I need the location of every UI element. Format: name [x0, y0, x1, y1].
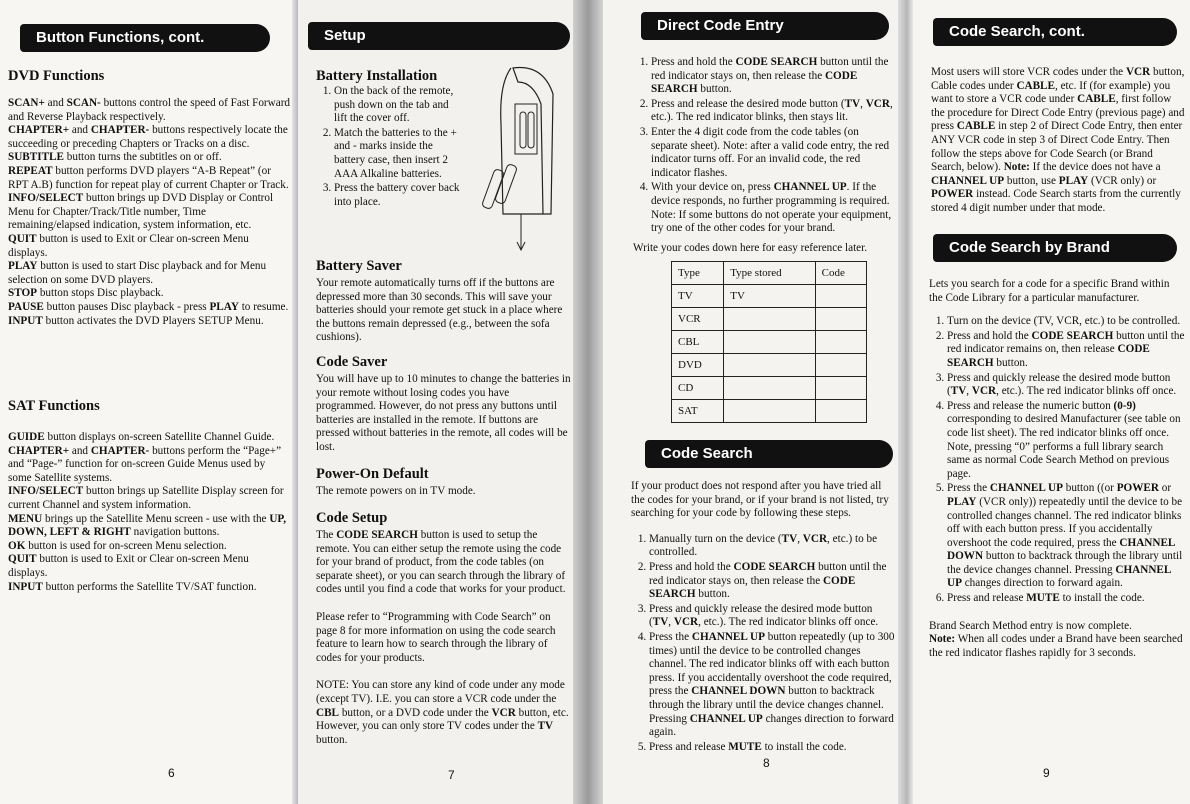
table-cell	[815, 331, 866, 354]
remote-battery-illustration-icon	[473, 64, 568, 254]
dvd-function-item: SCAN+ and SCAN- buttons control the speed of Fast Forward and Reverse Playback respectively.	[8, 97, 291, 123]
code-saver-section	[316, 354, 571, 455]
table-cell: CD	[672, 377, 724, 400]
code-search-step: 1. Manually turn on the device (TV, VCR, etc.) to be controlled.	[649, 533, 895, 560]
sat-function-item: MENU brings up the Satellite Menu screen - use with the UP, DOWN, LEFT & RIGHT navigation buttons.	[8, 512, 286, 539]
dvd-functions-list	[8, 97, 290, 328]
brand-search-step: 6. Press and release MUTE to install the code.	[947, 592, 1185, 606]
write-codes-text: Write your codes down here for easy reference later.	[633, 241, 868, 254]
brand-search-step: 2. Press and hold the CODE SEARCH button until the red indicator remains on, then release CODE SEARCH button.	[947, 330, 1185, 371]
table-header-cell: Type stored	[724, 262, 815, 285]
code-search-step: 3. Press and quickly release the desired mode button (TV, VCR, etc.). The red indicator blinks off once.	[649, 603, 895, 630]
table-row	[672, 400, 867, 423]
page-8	[603, 0, 898, 804]
code-search-step: 5. Press and release MUTE to install the code.	[649, 741, 895, 755]
code-search-steps	[631, 533, 895, 755]
page-number: 8	[763, 756, 770, 770]
table-row	[672, 308, 867, 331]
table-cell: TV	[672, 285, 724, 308]
dvd-function-item: QUIT button is used to Exit or Clear on-screen Menu displays.	[8, 232, 249, 259]
sat-functions-heading: SAT Functions	[8, 398, 100, 414]
battery-step: 2. Match the batteries to the + and - marks inside the battery case, then insert 2 AAA Alkaline batteries.	[334, 127, 461, 181]
sat-functions-section	[8, 398, 290, 594]
page-number: 9	[1043, 766, 1050, 780]
code-saver-heading: Code Saver	[316, 354, 388, 370]
dvd-function-item: SUBTITLE button turns the subtitles on or off.	[8, 151, 222, 164]
direct-code-steps	[633, 56, 895, 236]
table-cell	[724, 308, 815, 331]
brand-note-text: Note: When all codes under a Brand have been searched the red indicator flashes rapidly for 3 seconds.	[929, 633, 1183, 659]
direct-code-step: 2. Press and release the desired mode button (TV, VCR, etc.). The red indicator blinks, then stays lit.	[651, 98, 895, 125]
table-cell	[724, 400, 815, 423]
banner-button-functions: Button Functions, cont.	[20, 24, 270, 52]
page-6	[0, 0, 298, 804]
dvd-functions-section	[8, 68, 290, 328]
code-search-step: 2. Press and hold the CODE SEARCH button until the red indicator stays on, then release the CODE SEARCH button.	[649, 561, 895, 602]
dvd-functions-heading: DVD Functions	[8, 68, 105, 84]
table-cell	[815, 308, 866, 331]
table-cell: DVD	[672, 354, 724, 377]
brand-search-step: 3. Press and quickly release the desired mode button (TV, VCR, etc.). The red indicator blinks off once.	[947, 372, 1185, 399]
battery-step: 3. Press the battery cover back into place.	[334, 182, 461, 209]
dvd-function-item: INFO/SELECT button brings up DVD Display or Control Menu for Chapter/Track/Title number, Time remaining/elapsed indication, system information, etc.	[8, 192, 274, 232]
table-row	[672, 377, 867, 400]
brand-search-step: 5. Press the CHANNEL UP button ((or POWER or PLAY (VCR only)) repeatedly until the device to be controlled changes channel. The red indicator blinks off with each button press. If you accidentally overshoot the code required, press the CHANNEL DOWN button to backtrack through the library until the device changes channel. Pressing CHANNEL UP changes direction to forward again.	[947, 482, 1185, 591]
power-on-heading: Power-On Default	[316, 466, 429, 482]
brand-search-step: 1. Turn on the device (TV, VCR, etc.) to be controlled.	[947, 315, 1185, 329]
sat-functions-list	[8, 431, 290, 594]
banner-code-search-by-brand: Code Search by Brand	[933, 234, 1177, 262]
dvd-function-item: STOP button stops Disc playback.	[8, 287, 164, 300]
table-row	[672, 331, 867, 354]
refer-text: Please refer to “Programming with Code Search” on page 8 for more information on using the code search feature to learn how to search through the library of codes for your products.	[316, 610, 556, 664]
dvd-function-item: PAUSE button pauses Disc playback - press PLAY to resume.	[8, 300, 289, 313]
dvd-function-item: REPEAT button performs DVD players “A-B Repeat” (or RPT A.B) function for repeat play of current Chapter or Track.	[8, 164, 289, 191]
code-search-step: 4. Press the CHANNEL UP button repeatedly (up to 300 times) until the device to be controlled changes channel. The red indicator blinks off with each button press. If you accidentally overshoot the code required, press the CHANNEL DOWN button to backtrack through the library until the device changes channel. Pressing CHANNEL UP changes direction to forward again.	[649, 631, 895, 740]
table-row	[672, 354, 867, 377]
code-setup-section	[316, 510, 571, 747]
table-cell: TV	[724, 285, 815, 308]
code-setup-heading: Code Setup	[316, 510, 388, 526]
brand-complete-text: Brand Search Method entry is now complete.	[929, 619, 1132, 632]
battery-saver-text: Your remote automatically turns off if the buttons are depressed more than 30 seconds. This will save your batteries should your remote get stuck in a place where the buttons remain depressed (e.g., between the sofa cushions).	[316, 277, 563, 344]
sat-function-item: INPUT button performs the Satellite TV/SAT function.	[8, 580, 257, 593]
table-cell	[815, 377, 866, 400]
sat-function-item: OK button is used for on-screen Menu selection.	[8, 539, 227, 552]
code-search-cont-text	[931, 66, 1185, 216]
direct-code-step: 4. With your device on, press CHANNEL UP. If the device responds, no further programming is required. Note: If some buttons do not operate your equipment, try one of the other codes for your brand.	[651, 181, 895, 235]
table-cell	[724, 331, 815, 354]
code-search-section	[631, 480, 895, 755]
code-setup-text: The CODE SEARCH button is used to setup the remote. You can either setup the remote using the code for your brand of product, from the code tables (on separate sheet), or you can search through the library of codes until you find a code that works for your product.	[316, 529, 566, 596]
battery-steps	[316, 85, 461, 209]
binding-gutter	[573, 0, 603, 804]
code-reference-table	[671, 261, 867, 423]
power-on-section	[316, 466, 571, 499]
dvd-function-item: PLAY button is used to start Disc playback and for Menu selection on some DVD players.	[8, 260, 267, 286]
code-search-cont-paragraph: Most users will store VCR codes under the VCR button, Cable codes under CABLE, etc. If (for example) you want to store a VCR code under CABLE, first follow the procedure for Direct Code Entry (previous page) and press CABLE in step 2 of Direct Code Entry, then enter ANY VCR code in step 3 of Direct Code Entry. Then follow the steps above for Code Search (or Brand Search, below). Note: If the device does not have a CHANNEL UP button, use PLAY (VCR only) or POWER instead. Code Search starts from the currently stored 4 digit number under that mode.	[931, 66, 1185, 214]
battery-step: 1. On the back of the remote, push down on the tab and lift the cover off.	[334, 85, 461, 126]
table-cell: CBL	[672, 331, 724, 354]
battery-installation-heading: Battery Installation	[316, 68, 438, 84]
table-cell	[724, 377, 815, 400]
direct-code-step: 1. Press and hold the CODE SEARCH button until the red indicator stays on, then release the CODE SEARCH button.	[651, 56, 895, 97]
banner-code-search-cont: Code Search, cont.	[933, 18, 1177, 46]
brand-search-step: 4. Press and release the numeric button (0-9) corresponding to desired Manufacturer (see table on code list sheet). The red indicator blinks off once. Note, pressing “0” performs a full library search same as normal Code Search Method on previous page.	[947, 400, 1185, 482]
power-on-text: The remote powers on in TV mode.	[316, 485, 476, 497]
page-number: 7	[448, 768, 455, 782]
page-number: 6	[168, 766, 175, 780]
code-saver-text: You will have up to 10 minutes to change the batteries in your remote without losing codes you have programmed. However, do not press any buttons until batteries are installed in the remote. If buttons are pressed without batteries in the remote, all codes will be lost.	[316, 373, 571, 453]
table-cell: VCR	[672, 308, 724, 331]
brand-search-steps	[929, 315, 1185, 605]
direct-code-entry-section	[633, 56, 895, 423]
battery-installation-section	[316, 68, 461, 210]
note-text: NOTE: You can store any kind of code under any mode (except TV). I.E. you can store a VCR code under the CBL button, or a DVD code under the VCR button, etc. However, you can only store TV codes under the TV button.	[316, 679, 569, 746]
table-cell	[815, 285, 866, 308]
banner-direct-code-entry: Direct Code Entry	[641, 12, 889, 40]
table-row	[672, 285, 867, 308]
brand-search-section	[929, 278, 1185, 660]
banner-code-search: Code Search	[645, 440, 893, 468]
sat-function-item: GUIDE button displays on-screen Satellite Channel Guide.	[8, 431, 275, 443]
brand-search-intro: Lets you search for a code for a specific Brand within the Code Library for a particular manufacturer.	[929, 278, 1170, 304]
page-7	[298, 0, 573, 804]
banner-setup: Setup	[308, 22, 570, 50]
code-search-intro: If your product does not respond after you have tried all the codes for your brand, or if your brand is not listed, try searching for your code by following these steps.	[631, 480, 889, 520]
table-cell	[815, 354, 866, 377]
battery-saver-heading: Battery Saver	[316, 258, 402, 274]
page-9	[913, 0, 1190, 804]
direct-code-step: 3. Enter the 4 digit code from the code tables (on separate sheet). Note: after a valid code entry, the red indicator turns off. For an invalid code, the red indicator flashes.	[651, 126, 895, 180]
table-header-cell: Code	[815, 262, 866, 285]
sat-function-item: CHAPTER+ and CHAPTER- buttons perform the “Page+” and “Page-” function for on-screen Guide Menus used by some Satellite systems.	[8, 444, 282, 484]
table-cell: SAT	[672, 400, 724, 423]
sat-function-item: INFO/SELECT button brings up Satellite Display screen for current Channel and system information.	[8, 485, 284, 511]
table-header-cell: Type	[672, 262, 724, 285]
page-fold	[898, 0, 913, 804]
battery-saver-section	[316, 258, 571, 345]
table-cell	[724, 354, 815, 377]
table-cell	[815, 400, 866, 423]
dvd-function-item: INPUT button activates the DVD Players SETUP Menu.	[8, 314, 264, 327]
sat-function-item: QUIT button is used to Exit or Clear on-screen Menu displays.	[8, 553, 249, 579]
dvd-function-item: CHAPTER+ and CHAPTER- buttons respectively locate the succeeding or preceding Chapters or Tracks on a disc.	[8, 124, 288, 150]
